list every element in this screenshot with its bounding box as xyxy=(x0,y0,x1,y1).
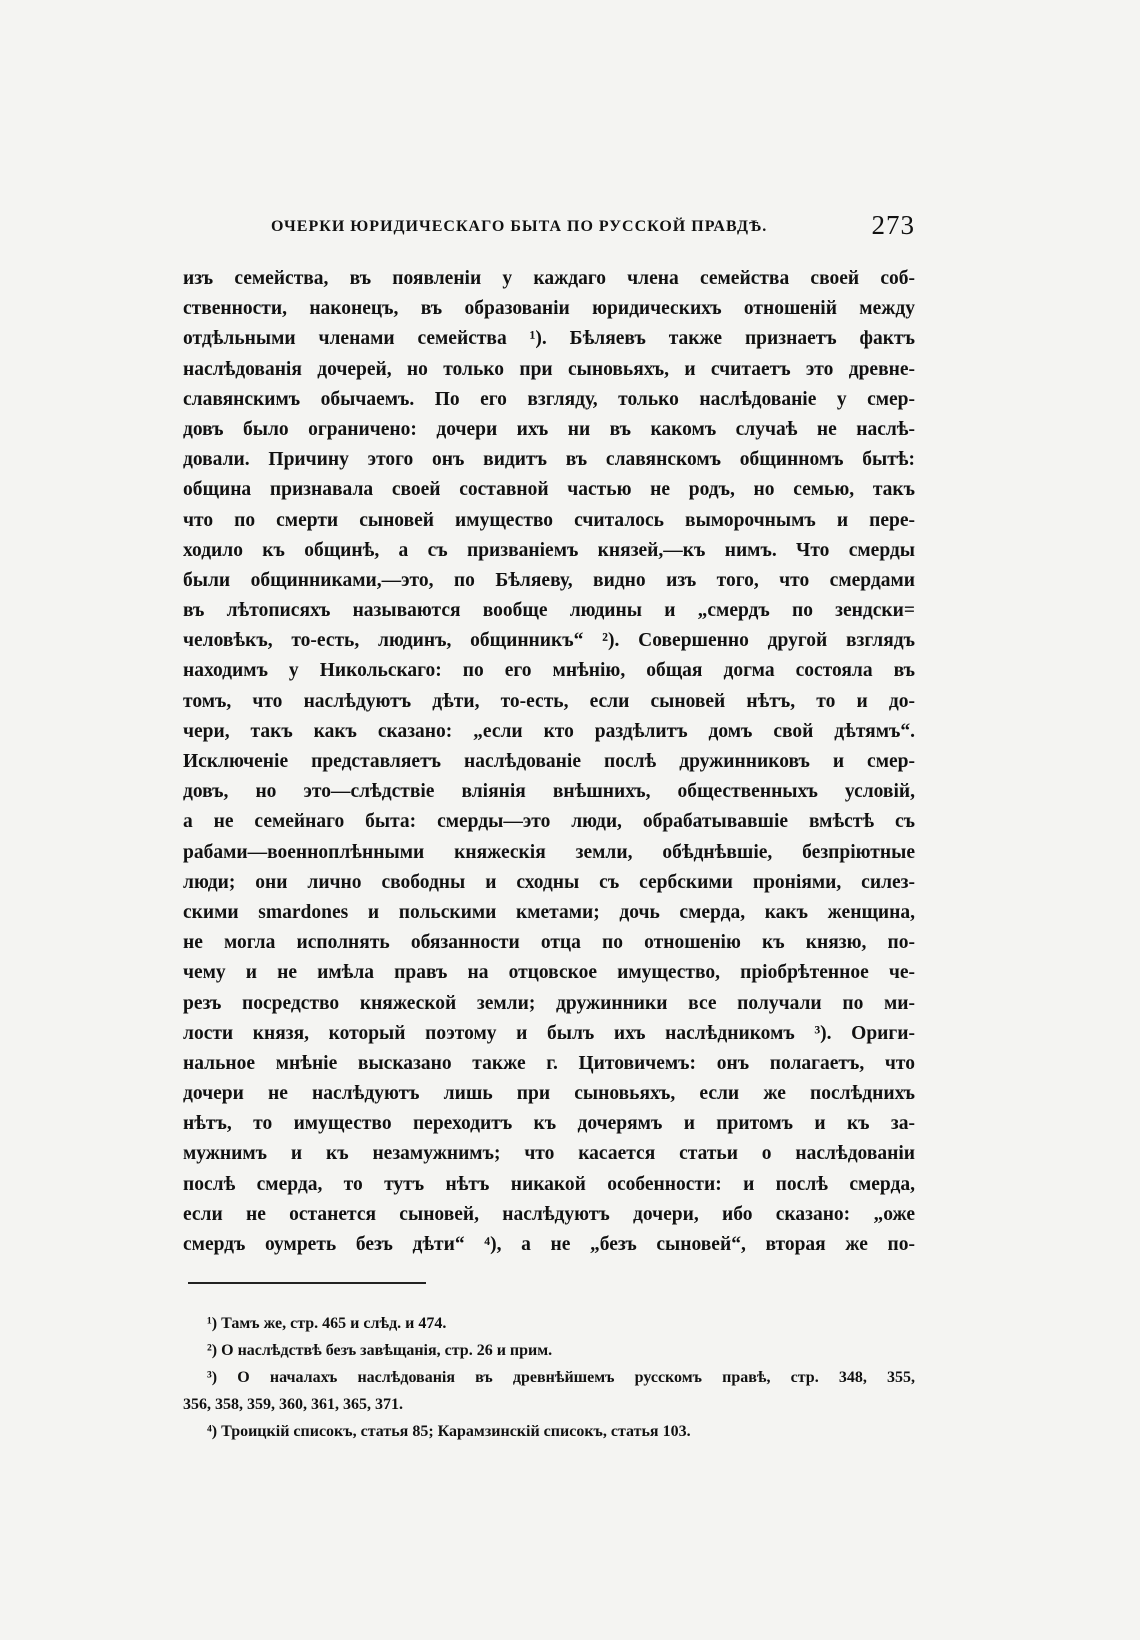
text-line: нальное мнѣніе высказано также г. Цитовичемъ: онъ полагаетъ, что xyxy=(183,1052,915,1074)
text-line: находимъ у Никольскаго: по его мнѣнію, общая догма состояла въ xyxy=(183,660,915,682)
footnotes xyxy=(183,1310,915,1445)
text-line: мужнимъ и къ незамужнимъ; что касается статьи о наслѣдованіи xyxy=(183,1143,915,1165)
text-line: довали. Причину этого онъ видитъ въ славянскомъ общинномъ бытѣ: xyxy=(183,449,915,471)
footnote-divider xyxy=(188,1282,426,1284)
text-line: ственности, наконецъ, въ образованіи юридическихъ отношеній между xyxy=(183,298,915,320)
text-line: послѣ смерда, то тутъ нѣтъ никакой особенности: и послѣ смерда, xyxy=(183,1173,915,1195)
text-line: человѣкъ, то-есть, людинъ, общинникъ“ ²). Совершенно другой взглядъ xyxy=(183,630,915,652)
footnote: ²) О наслѣдствѣ безъ завѣщанія, стр. 26 и прим. xyxy=(207,1342,553,1359)
text-line: рабами—военноплѣнными княжескія земли, обѣднѣвшіе, безпріютные xyxy=(183,841,915,863)
text-line: ходило къ общинѣ, а съ призваніемъ князей,—къ нимъ. Что смерды xyxy=(183,539,915,561)
text-line: не могла исполнять обязанности отца по отношенію къ князю, по- xyxy=(183,932,915,954)
text-line: томъ, что наслѣдуютъ дѣти, то-есть, если сыновей нѣтъ, то и до- xyxy=(183,690,915,712)
text-line: чему и не имѣла правъ на отцовское имущество, пріобрѣтенное че- xyxy=(183,962,915,984)
text-line: а не семейнаго быта: смерды—это люди, обрабатывавшіе вмѣстѣ съ xyxy=(183,811,915,833)
footnote: ¹) Тамъ же, стр. 465 и слѣд. и 474. xyxy=(207,1315,447,1332)
text-line: отдѣльными членами семейства ¹). Бѣляевъ также признаетъ фактъ xyxy=(183,328,915,350)
running-head: ОЧЕРКИ ЮРИДИЧЕСКАГО БЫТА ПО РУССКОЙ ПРАВДѢ. xyxy=(271,218,768,235)
text-line: смердъ оумреть безъ дѣти“ ⁴), а не „безъ сыновей“, вторая же по- xyxy=(183,1234,915,1255)
text-line: были общинниками,—это, по Бѣляеву, видно изъ того, что смердами xyxy=(183,569,915,591)
text-line: изъ семейства, въ появленіи у каждаго члена семейства своей соб- xyxy=(183,268,915,289)
text-line: въ лѣтописяхъ называются вообще людины и „смердъ по зендски= xyxy=(183,600,915,622)
page-header xyxy=(183,210,915,246)
page-number: 273 xyxy=(871,210,915,240)
text-line: что по смерти сыновей имущество считалось выморочнымъ и пере- xyxy=(183,509,915,531)
text-line: резъ посредство княжеской земли; дружинники все получали по ми- xyxy=(183,992,915,1014)
footnote: ⁴) Троицкій списокъ, статья 85; Карамзинскій списокъ, статья 103. xyxy=(207,1423,691,1440)
text-line: община признавала своей составной частью не родъ, но семью, такъ xyxy=(183,479,915,501)
text-line: дочери не наслѣдуютъ лишь при сыновьяхъ, если же послѣднихъ xyxy=(183,1083,915,1105)
text-line: чери, такъ какъ сказано: „если кто раздѣлитъ домъ свой дѣтямъ“. xyxy=(183,720,915,742)
text-line: нѣтъ, то имущество переходитъ къ дочерямъ и притомъ и къ за- xyxy=(183,1113,915,1135)
text-line: если не останется сыновей, наслѣдуютъ дочери, ибо сказано: „оже xyxy=(183,1203,915,1225)
text-line: довъ, но это—слѣдствіе вліянія внѣшнихъ, общественныхъ условій, xyxy=(183,781,915,803)
main-text xyxy=(183,264,915,1260)
footnote-continuation: 356, 358, 359, 360, 361, 365, 371. xyxy=(183,1396,403,1413)
text-line: довъ было ограничено: дочери ихъ ни въ какомъ случаѣ не наслѣ- xyxy=(183,418,915,440)
text-line: Исключеніе представляетъ наслѣдованіе послѣ дружинниковъ и смер- xyxy=(183,751,915,772)
text-line: наслѣдованія дочерей, но только при сыновьяхъ, и считаетъ это древне- xyxy=(183,358,915,380)
text-line: люди; они лично свободны и сходны съ сербскими проніями, силез- xyxy=(183,871,915,893)
footnote: ³) О началахъ наслѣдованія въ древнѣйшемъ русскомъ правѣ, стр. 348, 355, xyxy=(207,1369,915,1386)
text-line: скими smardones и польскими кметами; дочь смерда, какъ женщина, xyxy=(183,901,915,923)
text-line: славянскимъ обычаемъ. По его взгляду, только наслѣдованіе у смер- xyxy=(183,388,915,410)
text-line: лости князя, который поэтому и былъ ихъ наслѣдникомъ ³). Ориги- xyxy=(183,1022,915,1044)
